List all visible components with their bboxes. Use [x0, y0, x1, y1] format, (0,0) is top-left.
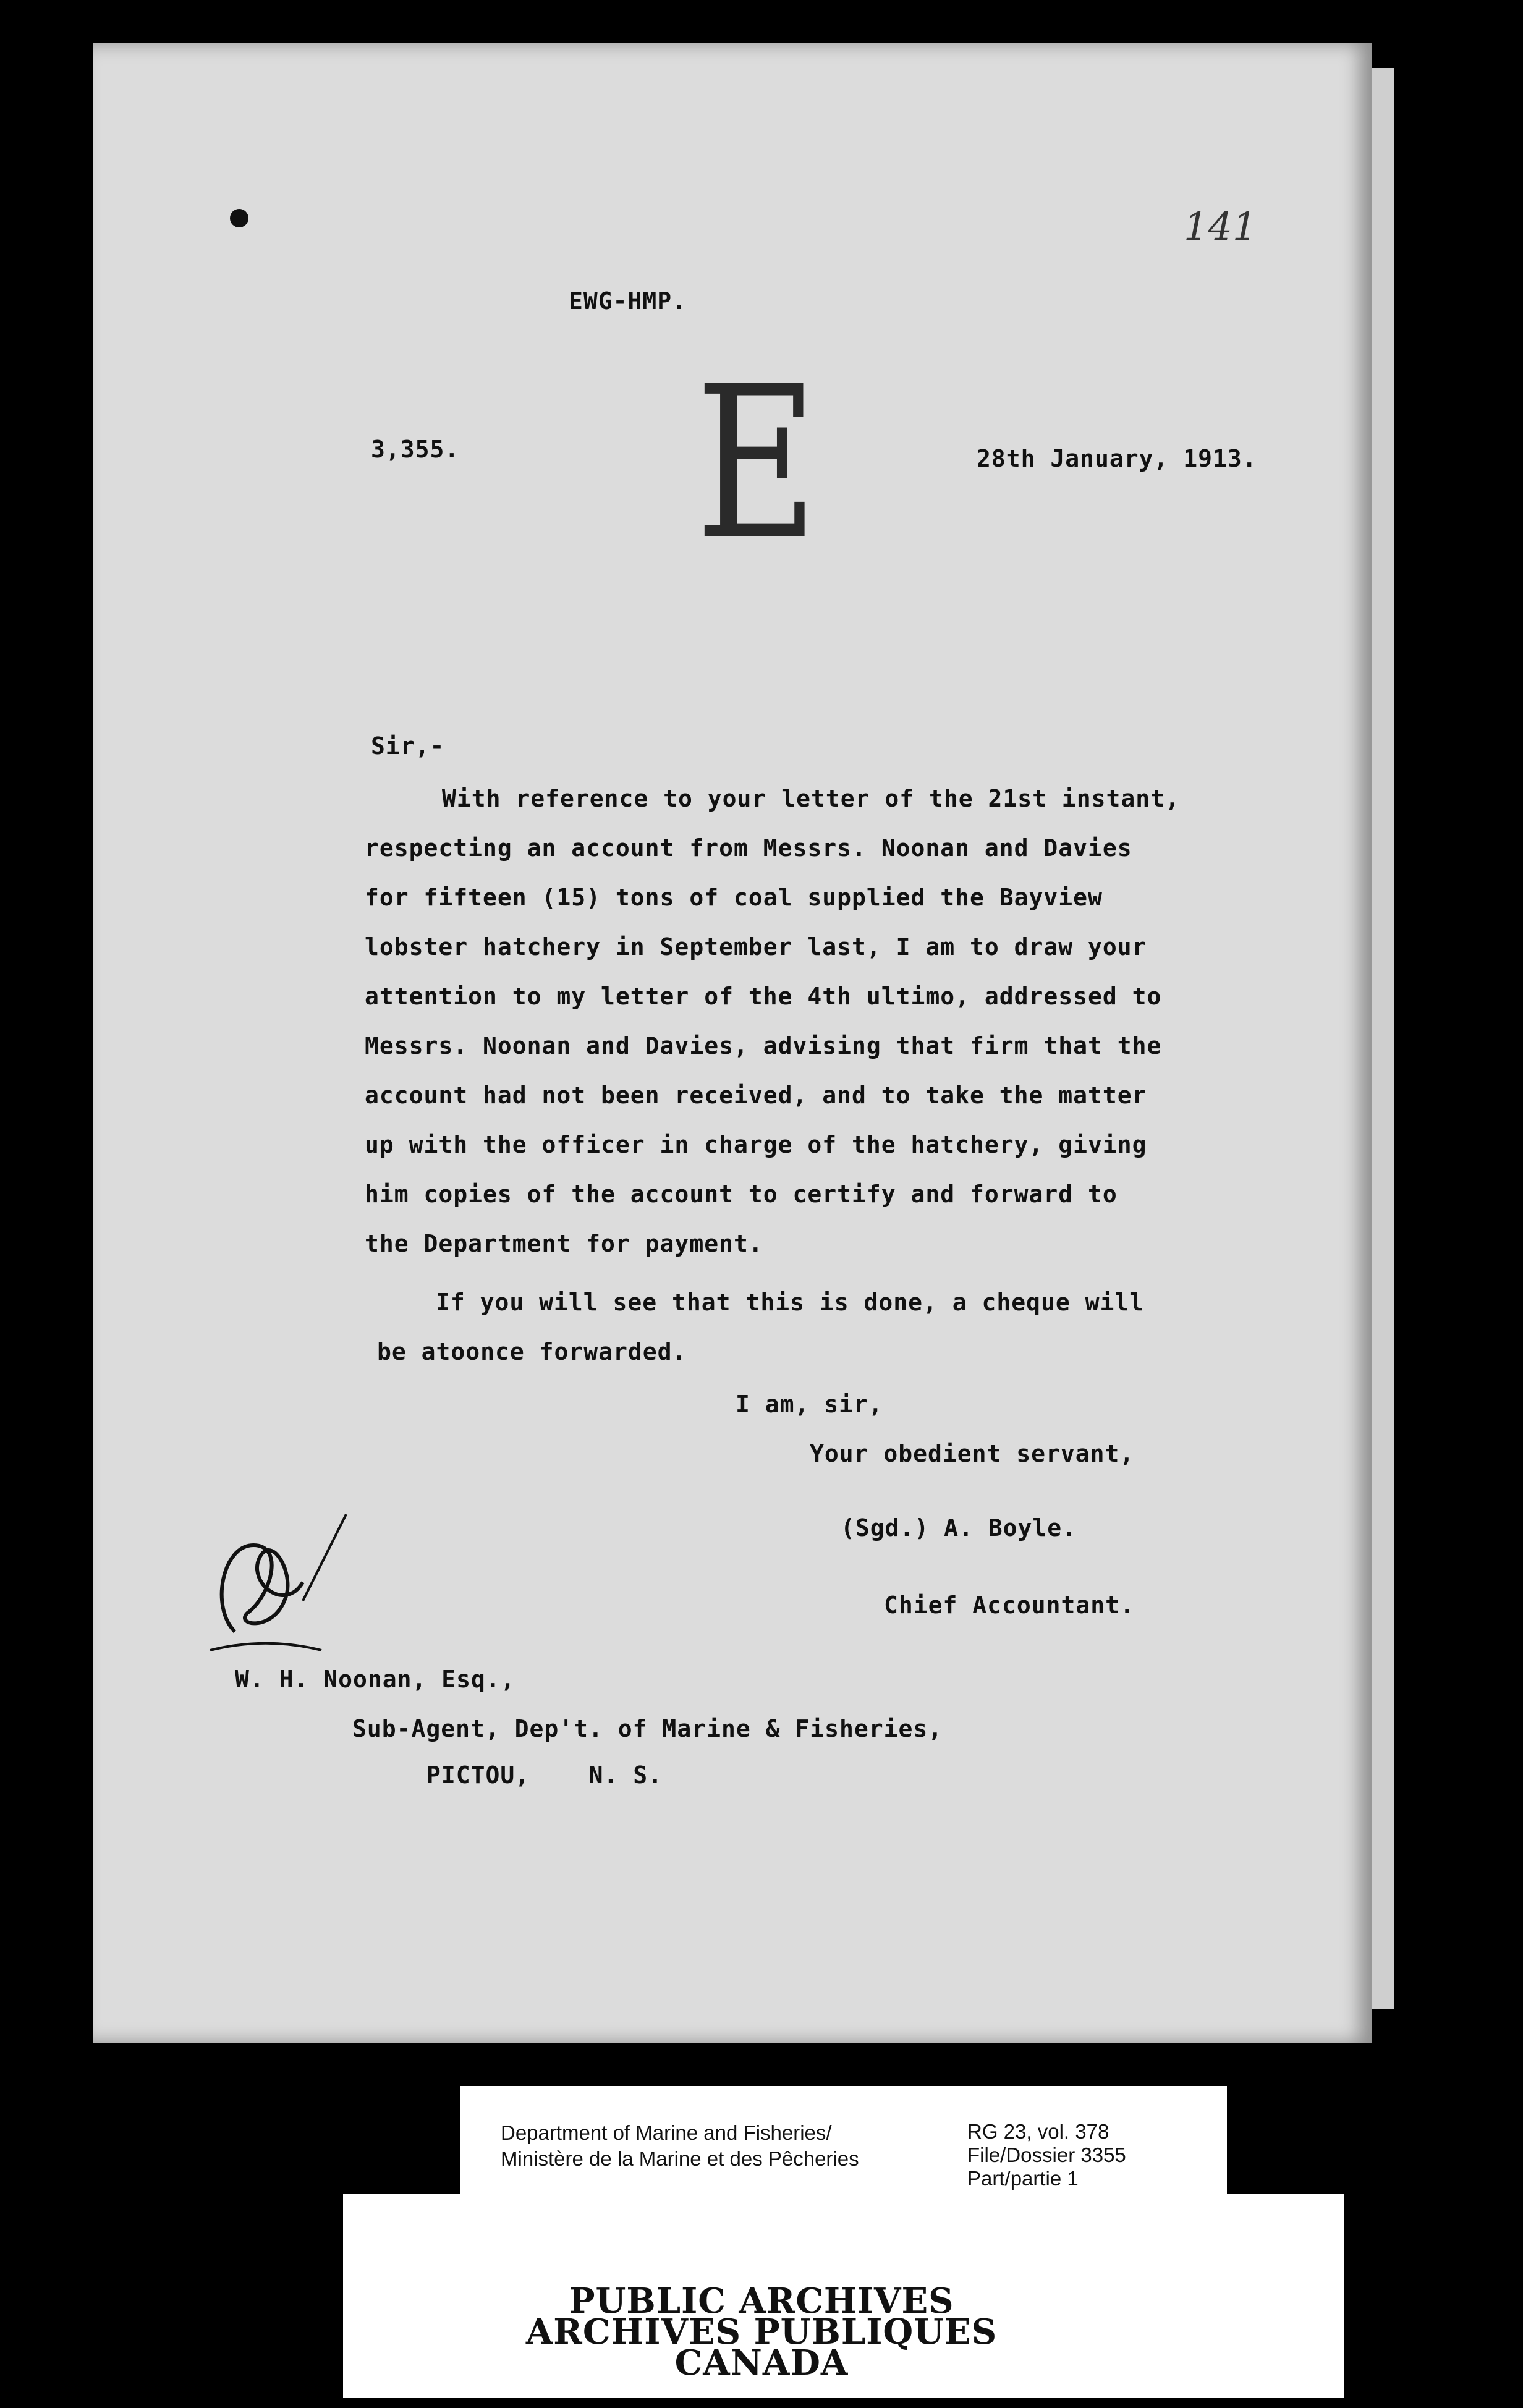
department-en: Department of Marine and Fisheries/	[501, 2121, 832, 2144]
stamp-line-2: ARCHIVES PUBLIQUES	[525, 2312, 998, 2352]
department-fr: Ministère de la Marine et des Pêcheries	[501, 2147, 859, 2170]
body-line: up with the officer in charge of the hatchery, giving	[365, 1131, 1147, 1158]
recipient-place: PICTOU, N. S.	[426, 1761, 663, 1789]
body-line: lobster hatchery in September last, I am to draw your	[365, 933, 1147, 960]
pencil-page-number: 141	[1184, 204, 1257, 249]
salutation: Sir,-	[371, 732, 445, 760]
archive-label	[460, 2086, 1227, 2234]
file-dossier: File/Dossier 3355	[967, 2143, 1126, 2166]
stamp-line-3: CANADA	[674, 2342, 849, 2383]
handwritten-initials	[198, 1508, 358, 1669]
file-number: 3,355.	[371, 436, 460, 463]
valediction: Your obedient servant,	[810, 1440, 1135, 1467]
body-line: attention to my letter of the 4th ultimo, addressed to	[365, 983, 1162, 1010]
pencil-mark: E	[695, 341, 818, 586]
closing-line: be atoonce forwarded.	[377, 1338, 687, 1365]
punch-hole	[230, 209, 248, 227]
body-line: Messrs. Noonan and Davies, advising that firm that the	[365, 1032, 1162, 1059]
body-line: him copies of the account to certify and forward to	[365, 1181, 1118, 1208]
reference-initials: EWG-HMP.	[569, 287, 687, 315]
body-line: for fifteen (15) tons of coal supplied the Bayview	[365, 884, 1103, 911]
closing: I am, sir,	[736, 1391, 883, 1418]
part-partie: Part/partie 1	[967, 2167, 1079, 2190]
body-line: the Department for payment.	[365, 1230, 763, 1257]
signature: (Sgd.) A. Boyle.	[841, 1514, 1077, 1541]
recipient-name: W. H. Noonan, Esq.,	[235, 1666, 515, 1693]
body-line: With reference to your letter of the 21st instant,	[442, 785, 1180, 812]
body-line: respecting an account from Messrs. Noonan and Davies	[365, 834, 1132, 862]
stamp-line-1: PUBLIC ARCHIVES	[569, 2281, 954, 2321]
letter-date: 28th January, 1913.	[977, 445, 1257, 472]
body-line: account had not been received, and to take the matter	[365, 1082, 1147, 1109]
recipient-title: Sub-Agent, Dep't. of Marine & Fisheries,	[352, 1715, 943, 1742]
record-group: RG 23, vol. 378	[967, 2120, 1109, 2143]
closing-line: If you will see that this is done, a cheque will	[436, 1289, 1145, 1316]
signer-title: Chief Accountant.	[884, 1592, 1135, 1619]
